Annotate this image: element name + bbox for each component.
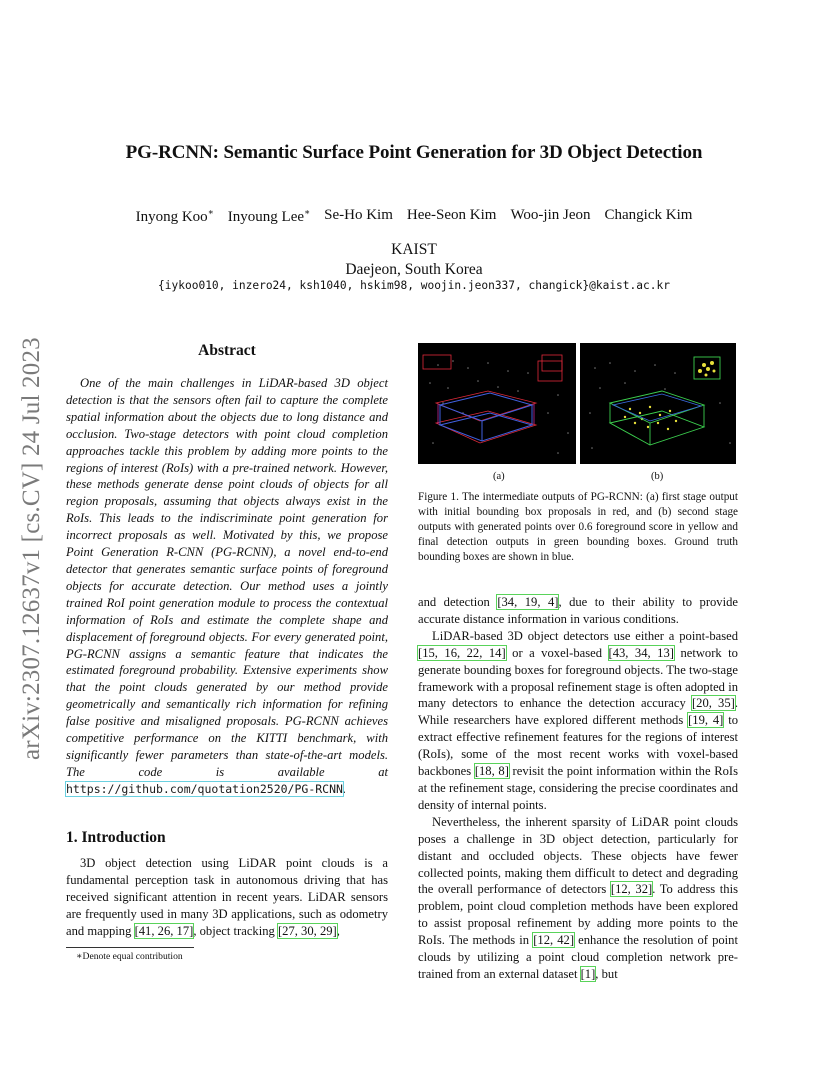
citation-link[interactable]: [15, 16, 22, 14] (418, 645, 506, 660)
author-list (0, 207, 828, 226)
paragraph: LiDAR-based 3D object detectors use either a point-based [15, 16, 22, 14] or a voxel-based [43, 34, 13] network to generate bounding boxes for foreground objects. The two-stage framework with a proposal refinement stage is often adopted in many detectors to enhance the detection accuracy [20, 35]. While researchers have explored different methods [19, 4] to extract effective refinement features for the regions of interest (RoIs), some of the most recent works with voxel-based backbones [18, 8] revisit the point information within the RoIs at the refinement stage, considering the precise coordinates and density of internal points. (418, 628, 739, 812)
citation-link[interactable]: [43, 34, 13] (608, 645, 674, 660)
footnote-rule (66, 947, 194, 948)
author-name: Inyong Koo∗ (135, 207, 214, 225)
right-column-text (418, 594, 738, 983)
author-name: Se-Ho Kim (324, 207, 393, 223)
citation-link[interactable]: [18, 8] (474, 764, 509, 779)
author-name: Changick Kim (604, 207, 693, 223)
citation-link[interactable]: [41, 26, 17] (134, 923, 194, 938)
intro-paragraph: 3D object detection using LiDAR point clouds is a fundamental perception task in autonomous driving that has received significant attention in recent years. LiDAR sensors are frequently used in many 3D applications, such as odometry and mapping [41, 26, 17], object tracking [27, 30, 29], (66, 856, 388, 938)
figure-caption: Figure 1. The intermediate outputs of PG-RCNN: (a) first stage output with initial bounding box proposals in red, and (b) second stage outputs with generated points over 0.6 foreground score in yellow and final detection outputs in green bounding boxes. Ground truth bounding boxes are shown in blue. (418, 491, 738, 563)
abstract-body: One of the main challenges in LiDAR-based 3D object detection is that the sensors often fail to capture the complete spatial information about the objects due to long distance and occlusion. Two-stage detectors with point cloud completion approaches tackle this problem by adding more points to the regions of interest (RoIs) with a pre-trained network. However, these methods generate dense point clouds of objects for all region proposals, assuming that objects always exist in the RoIs. This leads to the indiscriminate point generation for incorrect proposals as well. Motivated by this, we propose Point Generation R-CNN (PG-RCNN), a novel end-to-end detector that generates semantic surface points of foreground objects for accurate detection. Our method uses a jointly trained RoI point generation module to process the contextual information of RoIs and estimate the complete shape and displacement of foreground objects. For every generated point, PG-RCNN assigns a semantic feature that indicates the estimated foreground probability. Extensive experiments show that the point clouds generated by our method provide geometrically and semantically rich information for refining false positive and misaligned proposals. PG-RCNN achieves competitive performance on the KITTI benchmark, with significantly fewer parameters than state-of-the-art models. The code is available at https://github.com/quotation2520/PG-RCNN. (66, 376, 388, 796)
citation-link[interactable]: [34, 19, 4] (497, 595, 559, 609)
figure-image-a (418, 343, 576, 464)
author-name: Hee-Seon Kim (406, 207, 497, 223)
footnote: ∗Denote equal contribution (76, 951, 183, 962)
paragraph: and detection [34, 19, 4], due to their ability to provide accurate distance information in various conditions. (418, 595, 738, 626)
affiliation-org: KAIST (391, 241, 437, 258)
abstract-heading: Abstract (198, 342, 256, 359)
section-heading: 1. Introduction (66, 829, 166, 846)
citation-link[interactable]: [12, 42] (533, 933, 575, 948)
figure-label-a: (a) (493, 471, 505, 482)
citation-link[interactable]: [12, 32] (610, 882, 653, 897)
affiliation (0, 240, 828, 280)
figure-image-b (580, 343, 736, 464)
author-name: Woo-jin Jeon (510, 207, 591, 223)
citation-link[interactable]: [1] (580, 966, 596, 981)
citation-link[interactable]: [20, 35] (691, 696, 735, 711)
paper-title: PG-RCNN: Semantic Surface Point Generation for 3D Object Detection (125, 142, 703, 163)
paragraph: Nevertheless, the inherent sparsity of LiDAR point clouds poses a challenge in 3D object detection, particularly for distant and occluded objects. These objects have fewer collected points, making them difficult to detect and degrading the overall performance of detectors [12, 32]. To address this problem, point cloud completion methods have been explored to assist proposal refinement by adding more points to the RoIs. The methods in [12, 42] enhance the resolution of point clouds by utilizing a point cloud completion network pre-trained from an external dataset [1], but (418, 814, 738, 981)
citation-link[interactable]: [19, 4] (688, 713, 724, 728)
author-name: Inyoung Lee∗ (227, 207, 311, 225)
author-emails: {iykoo010, inzero24, ksh1040, hskim98, woojin.jeon337, changick}@kaist.ac.kr (158, 279, 670, 292)
code-link[interactable]: https://github.com/quotation2520/PG-RCNN (66, 781, 343, 796)
arxiv-stamp: arXiv:2307.12637v1 [cs.CV] 24 Jul 2023 (18, 337, 45, 760)
figure-label-b: (b) (651, 471, 664, 482)
affiliation-location: Daejeon, South Korea (345, 261, 483, 278)
citation-link[interactable]: [27, 30, 29] (277, 923, 337, 938)
